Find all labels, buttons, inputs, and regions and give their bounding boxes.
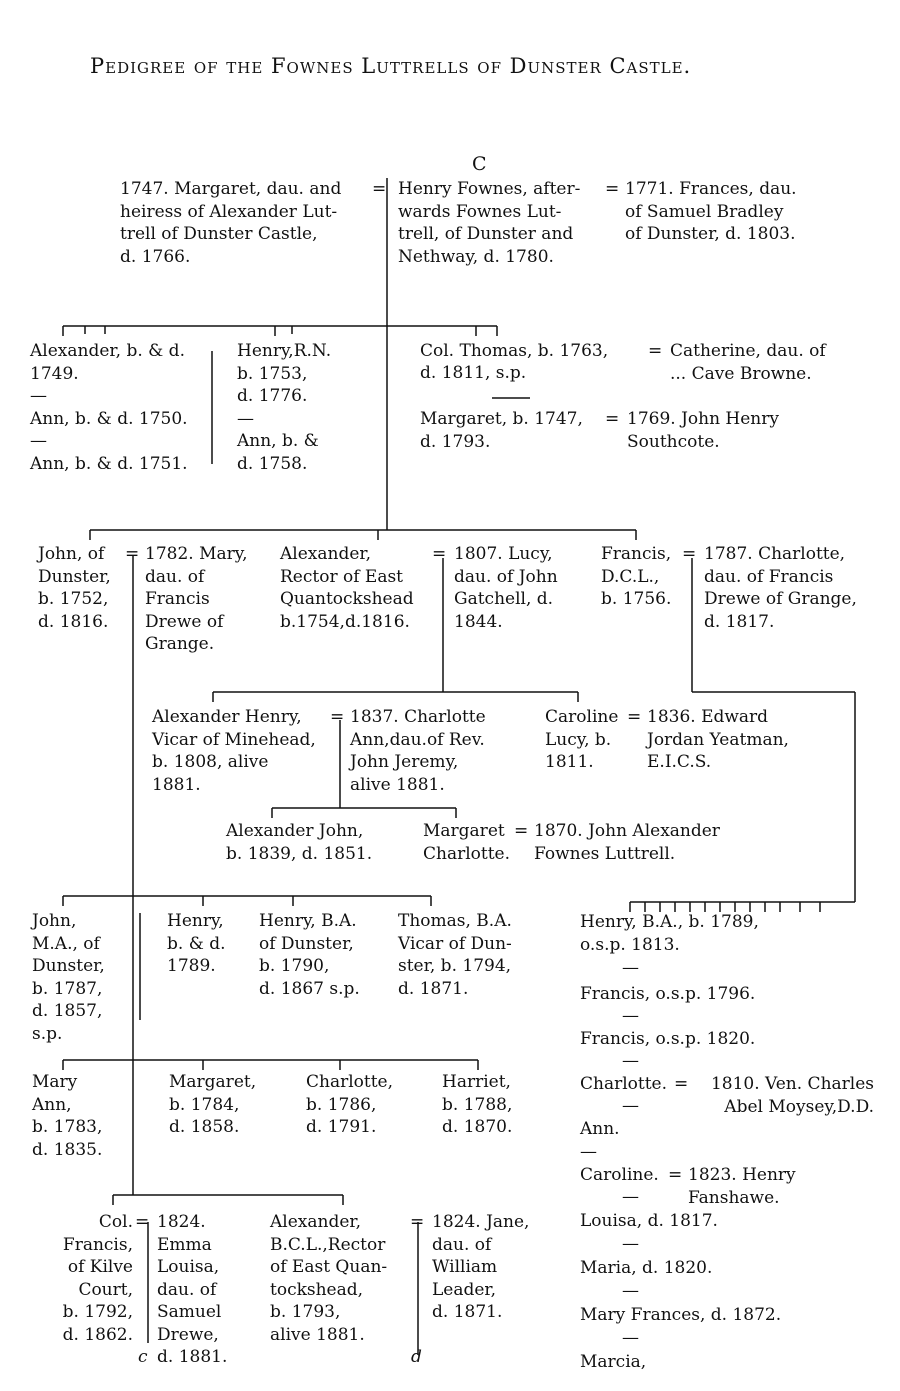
person-lucy-gatchell: 1807. Lucy, dau. of John Gatchell, d. 1844. xyxy=(454,544,558,632)
person-charlotte-drewe: 1787. Charlotte, dau. of Francis Drewe of Grange, d. 1817. xyxy=(704,544,857,632)
marker-c: C xyxy=(472,153,487,175)
person-catherine-browne: Catherine, dau. of ... Cave Browne. xyxy=(670,341,826,384)
person-francis-dcl: Francis, D.C.L., b. 1756. xyxy=(601,544,672,609)
person-francis-1796: Francis, o.s.p. 1796. xyxy=(580,984,756,1004)
person-frances-bradley: 1771. Frances, dau. of Samuel Bradley of Dunster, d. 1803. xyxy=(625,179,797,244)
person-mary-ann: Mary Ann, b. 1783, d. 1835. xyxy=(32,1072,103,1160)
marriage-sign: = xyxy=(605,409,620,429)
divider-dash: — xyxy=(622,1281,639,1301)
person-charles-moysey: 1810. Ven. Charles Abel Moysey,D.D. xyxy=(710,1074,874,1117)
marker-c-lower: c xyxy=(138,1347,148,1367)
person-charlotte-moysey-wife: Charlotte. xyxy=(580,1074,668,1094)
divider-dash: — xyxy=(622,1187,639,1207)
person-john-ma: John, M.A., of Dunster, b. 1787, d. 1857, s.p. xyxy=(32,911,105,1044)
person-margaret-1784: Margaret, b. 1784, d. 1858. xyxy=(169,1072,257,1137)
person-john-of-dunster: John, of Dunster, b. 1752, d. 1816. xyxy=(38,544,111,632)
person-alexander-john: Alexander John, b. 1839, d. 1851. xyxy=(226,821,373,864)
marriage-sign: = xyxy=(135,1212,150,1232)
person-margaret-charlotte: Margaret Charlotte. xyxy=(423,821,511,864)
divider-dash: — xyxy=(622,1051,639,1071)
marriage-sign: = xyxy=(605,179,620,199)
person-caroline-fanshawe-wife: Caroline. xyxy=(580,1165,659,1185)
marriage-sign: = xyxy=(514,821,529,841)
person-emma-louisa: 1824. Emma Louisa, dau. of Samuel Drewe, d. 1881. xyxy=(157,1212,228,1367)
marriage-sign: = xyxy=(648,341,663,361)
person-alexander-henry: Alexander Henry, Vicar of Minehead, b. 1808, alive 1881. xyxy=(152,707,316,795)
gen2-alexander-group: Alexander, b. & d. 1749. — Ann, b. & d. 1750. — Ann, b. & d. 1751. xyxy=(30,341,188,474)
person-col-francis: Col. Francis, of Kilve Court, b. 1792, d. 1862. xyxy=(62,1212,133,1345)
person-harriet: Harriet, b. 1788, d. 1870. xyxy=(442,1072,513,1137)
divider-dash: — xyxy=(622,958,639,978)
person-margaret-1747: Margaret, b. 1747, d. 1793. xyxy=(420,409,583,452)
person-marcia: Marcia, xyxy=(580,1352,647,1372)
divider-dash: — xyxy=(580,1142,597,1162)
person-mary-frances: Mary Frances, d. 1872. xyxy=(580,1305,782,1325)
person-john-alexander-fownes: 1870. John Alexander Fownes Luttrell. xyxy=(534,821,720,864)
person-john-henry-southcote: 1769. John Henry Southcote. xyxy=(627,409,779,452)
marker-d-lower: d xyxy=(411,1347,422,1367)
person-col-thomas-death: d. 1811, s.p. xyxy=(420,363,527,383)
divider-dash: — xyxy=(622,1328,639,1348)
divider-dash: — xyxy=(622,1234,639,1254)
person-henry-fanshawe: 1823. Henry Fanshawe. xyxy=(688,1165,796,1208)
person-charlotte-1786: Charlotte, b. 1786, d. 1791. xyxy=(306,1072,394,1137)
person-jane-leader: 1824. Jane, dau. of William Leader, d. 1871. xyxy=(432,1212,530,1322)
person-thomas-ba: Thomas, B.A. Vicar of Dun- ster, b. 1794, d. 1871. xyxy=(398,911,512,999)
person-alexander-rector: Alexander, Rector of East Quantockshead b.1754,d.1816. xyxy=(280,544,414,632)
person-alexander-bcl: Alexander, B.C.L.,Rector of East Quan- tockshead, b. 1793, alive 1881. xyxy=(270,1212,388,1345)
person-henry-ba: Henry, B.A. of Dunster, b. 1790, d. 1867 s.p. xyxy=(259,911,360,999)
person-maria: Maria, d. 1820. xyxy=(580,1258,713,1278)
person-ann: Ann. xyxy=(580,1119,620,1139)
person-mary-drewe: 1782. Mary, dau. of Francis Drewe of Grange. xyxy=(145,544,248,654)
person-henry-fownes: Henry Fownes, after- wards Fownes Lut- trell, of Dunster and Nethway, d. 1780. xyxy=(398,179,581,267)
marriage-sign: = xyxy=(627,707,642,727)
marriage-sign: = xyxy=(674,1074,689,1094)
gen2-henry-rn-group: Henry,R.N. b. 1753, d. 1776. — Ann, b. & d. 1758. xyxy=(237,341,332,474)
person-caroline-lucy: Caroline Lucy, b. 1811. xyxy=(545,707,619,772)
person-charlotte-ann: 1837. Charlotte Ann,dau.of Rev. John Jeremy, alive 1881. xyxy=(350,707,486,795)
marriage-sign: = xyxy=(682,544,697,564)
marriage-sign: = xyxy=(372,179,387,199)
marriage-sign: = xyxy=(125,544,140,564)
marriage-sign: = xyxy=(432,544,447,564)
divider-dash: — xyxy=(622,1096,639,1116)
divider-dash: — xyxy=(622,1006,639,1026)
person-henry-1789: Henry, b. & d. 1789. xyxy=(167,911,226,976)
marriage-sign: = xyxy=(668,1165,683,1185)
marriage-sign: = xyxy=(410,1212,425,1232)
person-henry-ba-1789: Henry, B.A., b. 1789, o.s.p. 1813. xyxy=(580,912,759,955)
page-title: Pedigree of the Fownes Luttrells of Dunster Castle. xyxy=(90,54,692,78)
person-margaret-heiress: 1747. Margaret, dau. and heiress of Alexander Lut- trell of Dunster Castle, d. 1766. xyxy=(120,179,342,267)
person-louisa: Louisa, d. 1817. xyxy=(580,1211,718,1231)
person-francis-1820: Francis, o.s.p. 1820. xyxy=(580,1029,756,1049)
person-edward-yeatman: 1836. Edward Jordan Yeatman, E.I.C.S. xyxy=(647,707,789,772)
person-col-thomas: Col. Thomas, b. 1763, xyxy=(420,341,609,361)
marriage-sign: = xyxy=(330,707,345,727)
